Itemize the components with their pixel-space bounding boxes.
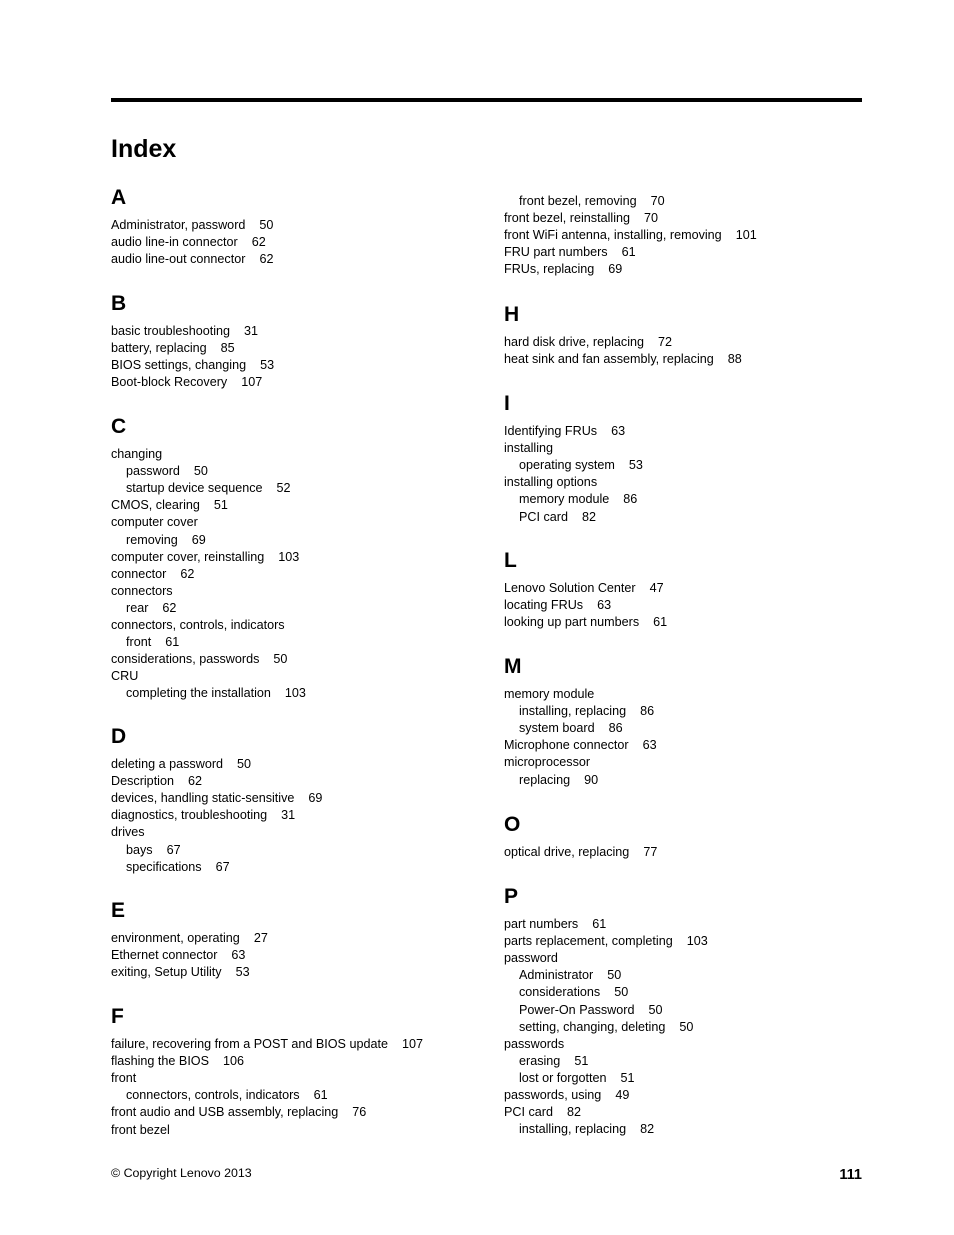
index-page-ref: 31 xyxy=(281,808,296,823)
index-term: part numbers xyxy=(504,917,579,931)
index-entry-part-numbers xyxy=(504,916,606,933)
index-page-ref: 82 xyxy=(640,1122,655,1137)
section-letter-o: O xyxy=(504,813,521,836)
index-entry-devices-handling-static-sensitive xyxy=(111,790,322,807)
index-term: Administrator, password xyxy=(111,218,246,232)
index-entry-startup-device-sequence xyxy=(111,480,291,497)
section-letter-d: D xyxy=(111,725,127,748)
index-term: installing xyxy=(504,441,554,456)
index-entry-connectors-controls-indicators xyxy=(111,617,285,634)
index-entry-frus-replacing xyxy=(504,261,622,278)
index-entry-system-board xyxy=(504,720,623,737)
index-entry-erasing xyxy=(504,1053,588,1070)
index-term: erasing xyxy=(519,1053,561,1068)
index-entry-memory-module xyxy=(504,686,594,703)
index-entry-front-wifi-antenna-installing-removing xyxy=(504,227,757,244)
index-term: Identifying FRUs xyxy=(504,424,598,438)
index-page-ref: 53 xyxy=(260,358,275,373)
index-entry-heat-sink-and-fan-assembly-replacing xyxy=(504,351,742,368)
index-entry-considerations-passwords xyxy=(111,651,287,668)
index-term: diagnostics, troubleshooting xyxy=(111,808,268,823)
index-term: system board xyxy=(519,721,595,736)
copyright-notice: © Copyright Lenovo 2013 xyxy=(111,1166,252,1180)
index-entry-installing-options xyxy=(504,474,597,491)
index-page-ref: 50 xyxy=(648,1002,663,1017)
index-entry-password xyxy=(111,463,208,480)
index-entry-computer-cover-reinstalling xyxy=(111,549,299,566)
index-entry-description xyxy=(111,773,202,790)
index-term: Boot-block Recovery xyxy=(111,375,228,390)
index-term: front xyxy=(111,1071,137,1086)
index-entry-password xyxy=(504,950,558,967)
index-term: connectors xyxy=(111,583,173,598)
index-entry-hard-disk-drive-replacing xyxy=(504,334,672,351)
index-term: changing xyxy=(111,447,163,461)
index-entry-flashing-the-bios xyxy=(111,1053,244,1070)
index-page-ref: 72 xyxy=(658,335,673,349)
index-entry-diagnostics-troubleshooting xyxy=(111,807,295,824)
index-page-ref: 52 xyxy=(276,481,291,496)
index-entry-lost-or-forgotten xyxy=(504,1070,635,1087)
index-term: specifications xyxy=(126,859,202,874)
index-term: lost or forgotten xyxy=(519,1070,607,1085)
index-entry-front xyxy=(111,634,179,651)
index-entry-microphone-connector xyxy=(504,737,657,754)
index-entry-locating-frus xyxy=(504,597,611,614)
page-number: 111 xyxy=(839,1167,862,1183)
index-entry-considerations xyxy=(504,984,628,1001)
section-letter-c: C xyxy=(111,415,127,438)
index-term: exiting, Setup Utility xyxy=(111,965,222,980)
index-term: installing options xyxy=(504,475,598,490)
index-term: rear xyxy=(126,600,149,615)
index-page-ref: 27 xyxy=(253,931,268,945)
index-entry-memory-module xyxy=(504,491,637,508)
index-page-ref: 86 xyxy=(623,492,638,507)
index-entry-identifying-frus xyxy=(504,423,625,440)
index-term: environment, operating xyxy=(111,931,240,945)
index-page-ref: 50 xyxy=(614,985,629,1000)
index-page-ref: 53 xyxy=(628,458,643,473)
index-entry-rear xyxy=(111,600,176,617)
index-entry-cru xyxy=(111,668,138,685)
index-entry-microprocessor xyxy=(504,754,590,771)
index-entry-administrator xyxy=(504,967,621,984)
index-term: Description xyxy=(111,774,174,789)
index-term: audio line-in connector xyxy=(111,235,238,250)
index-entry-lenovo-solution-center xyxy=(504,580,664,597)
index-entry-removing xyxy=(111,532,206,549)
index-term: installing, replacing xyxy=(519,1122,627,1137)
section-letter-e: E xyxy=(111,899,126,922)
index-term: optical drive, replacing xyxy=(504,845,630,859)
index-term: passwords xyxy=(504,1036,565,1051)
index-term: passwords, using xyxy=(504,1088,602,1102)
index-page-ref: 107 xyxy=(241,375,263,390)
index-term: Power-On Password xyxy=(519,1002,635,1017)
index-term: completing the installation xyxy=(126,686,271,701)
section-letter-i: I xyxy=(504,392,510,415)
index-term: failure, recovering from a POST and BIOS update xyxy=(111,1037,388,1051)
index-entry-installing xyxy=(504,440,553,457)
index-term: basic troubleshooting xyxy=(111,324,231,338)
section-letter-m: M xyxy=(504,655,522,678)
page-title: Index xyxy=(111,135,177,163)
index-page-ref: 62 xyxy=(259,252,274,267)
index-term: PCI card xyxy=(504,1105,553,1120)
index-entry-specifications xyxy=(111,859,230,876)
index-term: installing, replacing xyxy=(519,704,627,719)
index-entry-boot-block-recovery xyxy=(111,374,262,391)
index-entry-battery-replacing xyxy=(111,340,235,357)
index-page-ref: 61 xyxy=(313,1088,328,1103)
index-page-ref: 61 xyxy=(592,917,607,931)
index-term: FRU part numbers xyxy=(504,245,608,260)
index-entry-setting-changing-deleting xyxy=(504,1019,693,1036)
index-page-ref: 61 xyxy=(653,615,668,630)
index-term: front WiFi antenna, installing, removing xyxy=(504,228,722,243)
index-entry-pci-card xyxy=(504,1104,581,1121)
index-page-ref: 67 xyxy=(215,859,230,874)
index-entry-fru-part-numbers xyxy=(504,244,636,261)
section-letter-h: H xyxy=(504,303,520,326)
index-term: Lenovo Solution Center xyxy=(504,581,636,595)
index-term: CRU xyxy=(111,669,139,684)
index-page-ref: 51 xyxy=(574,1053,589,1068)
index-term: flashing the BIOS xyxy=(111,1054,210,1069)
index-entry-front-bezel xyxy=(111,1122,170,1139)
index-term: parts replacement, completing xyxy=(504,934,673,949)
index-page-ref: 47 xyxy=(649,581,664,595)
index-page-ref: 69 xyxy=(308,791,323,806)
index-page-ref: 50 xyxy=(237,757,252,771)
index-entry-power-on-password xyxy=(504,1002,663,1019)
index-entry-cmos-clearing xyxy=(111,497,228,514)
index-term: bays xyxy=(126,842,153,857)
index-term: front bezel xyxy=(111,1122,170,1137)
index-entry-connectors xyxy=(111,583,173,600)
index-entry-exiting-setup-utility xyxy=(111,964,250,981)
index-page-ref: 70 xyxy=(644,211,659,226)
index-page-ref: 69 xyxy=(191,532,206,547)
index-page-ref: 86 xyxy=(640,704,655,719)
index-entry-basic-troubleshooting xyxy=(111,323,258,340)
index-entry-installing-replacing xyxy=(504,703,654,720)
index-term: locating FRUs xyxy=(504,598,584,613)
section-letter-a: A xyxy=(111,186,127,209)
section-letter-b: B xyxy=(111,292,127,315)
index-entry-computer-cover xyxy=(111,514,198,531)
index-page-ref: 63 xyxy=(231,948,246,963)
index-term: front bezel, reinstalling xyxy=(504,211,631,226)
index-page-ref: 62 xyxy=(162,600,177,615)
index-term: considerations xyxy=(519,985,601,1000)
index-page-ref: 61 xyxy=(621,245,636,260)
index-page-ref: 50 xyxy=(193,464,208,479)
index-page-ref: 107 xyxy=(401,1037,423,1051)
index-page-ref: 85 xyxy=(220,341,235,356)
index-term: front audio and USB assembly, replacing xyxy=(111,1105,339,1120)
index-page-ref: 50 xyxy=(259,218,274,232)
index-term: Microphone connector xyxy=(504,738,629,753)
index-entry-passwords-using xyxy=(504,1087,629,1104)
index-page-ref: 61 xyxy=(165,635,180,650)
index-term: audio line-out connector xyxy=(111,252,246,267)
section-letter-l: L xyxy=(504,549,517,572)
index-entry-completing-the-installation xyxy=(111,685,306,702)
index-entry-pci-card xyxy=(504,509,596,526)
index-term: startup device sequence xyxy=(126,481,263,496)
index-page-ref: 77 xyxy=(643,845,658,859)
index-term: considerations, passwords xyxy=(111,652,260,667)
index-term: password xyxy=(126,464,180,479)
index-entry-drives xyxy=(111,824,145,841)
index-term: PCI card xyxy=(519,509,568,524)
index-term: computer cover xyxy=(111,515,198,530)
index-entry-front-audio-and-usb-assembly-replacing xyxy=(111,1104,366,1121)
index-term: hard disk drive, replacing xyxy=(504,335,645,349)
index-page-ref: 53 xyxy=(235,965,250,980)
index-entry-replacing xyxy=(504,772,598,789)
index-entry-front-bezel-removing xyxy=(504,193,665,210)
index-page-ref: 50 xyxy=(273,652,288,667)
index-term: replacing xyxy=(519,772,571,787)
index-entry-ethernet-connector xyxy=(111,947,245,964)
index-page-ref: 103 xyxy=(284,686,306,701)
index-entry-operating-system xyxy=(504,457,643,474)
index-entry-parts-replacement-completing xyxy=(504,933,708,950)
index-page-ref: 86 xyxy=(608,721,623,736)
index-page-ref: 63 xyxy=(642,738,657,753)
index-entry-bays xyxy=(111,842,181,859)
index-term: removing xyxy=(126,532,178,547)
index-term: computer cover, reinstalling xyxy=(111,549,265,564)
index-entry-audio-line-out-connector xyxy=(111,251,273,268)
index-term: Administrator xyxy=(519,968,594,983)
index-page-ref: 82 xyxy=(567,1105,582,1120)
index-term: memory module xyxy=(504,687,595,701)
index-page-ref: 101 xyxy=(735,228,757,243)
index-entry-failure-recovering-from-a-post-and-bios-update xyxy=(111,1036,423,1053)
index-term: connectors, controls, indicators xyxy=(126,1088,300,1103)
index-entry-optical-drive-replacing xyxy=(504,844,657,861)
index-page-ref: 76 xyxy=(352,1105,367,1120)
index-entry-changing xyxy=(111,446,162,463)
index-entry-connector xyxy=(111,566,194,583)
index-term: looking up part numbers xyxy=(504,615,640,630)
index-term: devices, handling static-sensitive xyxy=(111,791,295,806)
index-entry-bios-settings-changing xyxy=(111,357,274,374)
index-page-ref: 103 xyxy=(278,549,300,564)
index-term: deleting a password xyxy=(111,757,224,771)
index-entry-front xyxy=(111,1070,136,1087)
index-entry-administrator-password xyxy=(111,217,273,234)
index-page-ref: 62 xyxy=(251,235,266,250)
index-term: password xyxy=(504,951,558,966)
index-page-ref: 67 xyxy=(166,842,181,857)
index-term: memory module xyxy=(519,492,610,507)
index-page-ref: 88 xyxy=(727,352,742,367)
index-term: front xyxy=(126,635,152,650)
index-page-ref: 50 xyxy=(607,968,622,983)
index-entry-passwords xyxy=(504,1036,564,1053)
index-page-ref: 103 xyxy=(686,934,708,949)
index-page-ref: 63 xyxy=(597,598,612,613)
index-term: CMOS, clearing xyxy=(111,498,200,513)
index-term: connectors, controls, indicators xyxy=(111,618,285,632)
index-term: Ethernet connector xyxy=(111,948,218,963)
index-page-ref: 82 xyxy=(582,509,597,524)
index-term: microprocessor xyxy=(504,755,591,770)
index-entry-deleting-a-password xyxy=(111,756,251,773)
index-page-ref: 90 xyxy=(584,772,599,787)
index-page-ref: 62 xyxy=(188,774,203,789)
index-page-ref: 51 xyxy=(620,1070,635,1085)
index-page-ref: 62 xyxy=(180,566,195,581)
index-entry-installing-replacing xyxy=(504,1121,654,1138)
index-term: battery, replacing xyxy=(111,341,207,356)
index-entry-environment-operating xyxy=(111,930,268,947)
index-page-ref: 63 xyxy=(611,424,626,438)
index-entry-front-bezel-reinstalling xyxy=(504,210,658,227)
section-letter-f: F xyxy=(111,1005,124,1028)
index-term: BIOS settings, changing xyxy=(111,358,247,373)
top-rule xyxy=(111,98,862,102)
index-page-ref: 51 xyxy=(213,498,228,513)
index-term: setting, changing, deleting xyxy=(519,1019,666,1034)
index-page-ref: 49 xyxy=(615,1088,630,1102)
index-entry-audio-line-in-connector xyxy=(111,234,266,251)
index-term: connector xyxy=(111,566,167,581)
index-entry-connectors-controls-indicators xyxy=(111,1087,328,1104)
index-page-ref: 70 xyxy=(650,194,665,208)
index-term: operating system xyxy=(519,458,615,473)
index-page-ref: 106 xyxy=(223,1054,245,1069)
index-page-ref: 50 xyxy=(679,1019,694,1034)
index-term: FRUs, replacing xyxy=(504,262,595,277)
index-term: heat sink and fan assembly, replacing xyxy=(504,352,714,367)
index-page-ref: 69 xyxy=(608,262,623,277)
index-page-ref: 31 xyxy=(244,324,259,338)
section-letter-p: P xyxy=(504,885,519,908)
index-entry-looking-up-part-numbers xyxy=(504,614,667,631)
index-term: drives xyxy=(111,825,145,840)
index-term: front bezel, removing xyxy=(519,194,637,208)
